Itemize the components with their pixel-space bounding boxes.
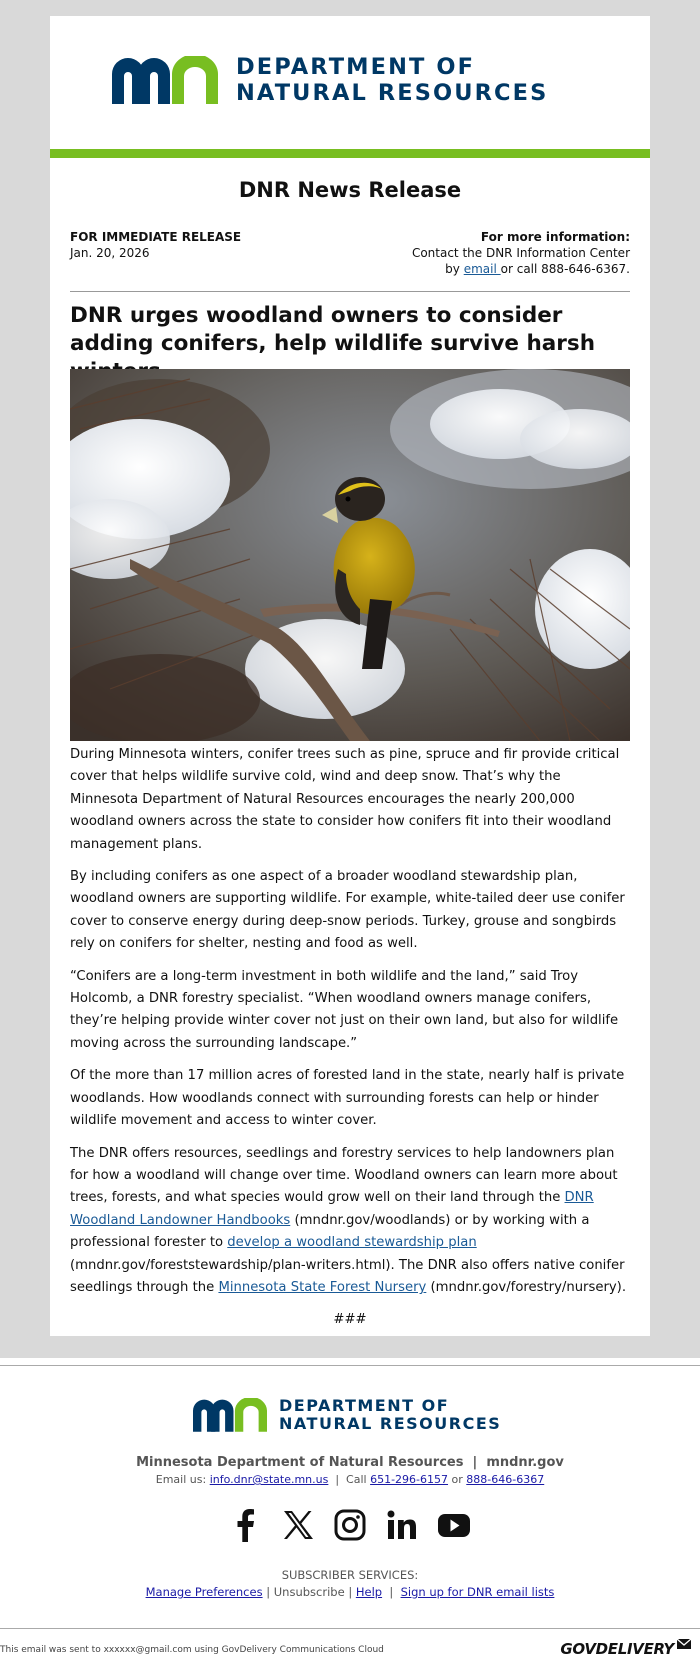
email-link[interactable]: email [463, 262, 501, 276]
help-link[interactable]: Help [355, 1585, 383, 1599]
section-divider [70, 291, 630, 292]
header-logo-text: DEPARTMENT OF NATURAL RESOURCES [236, 54, 549, 106]
evening-grosbeak-photo [70, 369, 630, 741]
green-divider [50, 149, 650, 158]
instagram-icon[interactable] [333, 1508, 367, 1542]
paragraph: The DNR offers resources, seedlings and forestry services to help landowners plan for how a woodland will change over time. Woodland owners can learn more about trees, forests, and what species would grow well on their land through the DNR Woodland Landowner Handbooks (mndnr.gov/woodlands) or by working with a professional forester to develop a woodland stewardship plan (mndnr.gov/foreststewardship/plan-writers.html). The DNR also offers native conifer seedlings through the Minnesota State Forest Nursery (mndnr.gov/forestry/nursery). [70, 1145, 627, 1295]
header-logo[interactable] [112, 54, 548, 106]
subscriber-links: Manage Preferences | Unsubscribe | Help | Sign up for DNR email lists [145, 1585, 555, 1599]
forest-nursery-link[interactable]: Minnesota State Forest Nursery [218, 1279, 427, 1295]
woodland-handbooks-link[interactable]: DNR Woodland Landowner Handbooks [70, 1190, 594, 1228]
facebook-icon[interactable] [229, 1508, 263, 1542]
footer-phone-link-1[interactable]: 651-296-6157 [370, 1473, 449, 1486]
paragraph: During Minnesota winters, conifer trees such as pine, spruce and fir provide critical cover that helps wildlife survive cold, wind and deep snow. That’s why the Minnesota Department of Natural Resources encourages the nearly 200,000 woodland owners across the state to consider how conifers fit into their woodland management plans. [70, 747, 620, 852]
info-label: For more information: [480, 230, 630, 244]
info-line: Contact the DNR Information Center [411, 246, 630, 260]
email-card [50, 16, 650, 1336]
footer-logo-text: DEPARTMENT OF NATURAL RESOURCES [279, 1396, 502, 1433]
footer-email-link[interactable]: info.dnr@state.mn.us [209, 1473, 329, 1486]
contact-info [412, 229, 630, 277]
sent-note: This email was sent to xxxxxx@gmail.com using GovDelivery Communications Cloud [0, 1645, 384, 1655]
x-icon[interactable] [281, 1508, 315, 1542]
paragraph: Of the more than 17 million acres of forested land in the state, nearly half is private woodlands. How woodlands connect with surrounding forests can help or hinder wildlife movement and access to winter cover. [70, 1068, 625, 1129]
subscriber-services-title: SUBSCRIBER SERVICES: [281, 1568, 419, 1582]
linkedin-icon[interactable] [385, 1508, 419, 1542]
footer-org-line: Minnesota Department of Natural Resources | mndnr.gov [136, 1455, 564, 1470]
release-date: Jan. 20, 2026 [70, 246, 150, 260]
social-links [0, 1508, 700, 1542]
youtube-icon[interactable] [437, 1508, 471, 1542]
signup-link[interactable]: Sign up for DNR email lists [400, 1585, 555, 1599]
footer-logo[interactable] [193, 1397, 501, 1433]
release-meta [70, 229, 241, 261]
end-mark: ### [333, 1312, 367, 1328]
release-label: FOR IMMEDIATE RELEASE [70, 230, 242, 244]
mn-logo-icon [193, 1398, 267, 1432]
bottom-divider [0, 1628, 700, 1629]
footer-contact-line: Email us: info.dnr@state.mn.us | Call 651-296-6157 or 888-646-6367 [155, 1473, 545, 1486]
manage-preferences-link[interactable]: Manage Preferences [145, 1585, 263, 1599]
release-title: DNR News Release [238, 178, 462, 202]
govdelivery-logo[interactable] [560, 1640, 692, 1658]
footer-phone-link-2[interactable]: 888-646-6367 [466, 1473, 545, 1486]
paragraph: By including conifers as one aspect of a broader woodland stewardship plan, woodland owners are supporting wildlife. For example, white-tailed deer use conifer cover to conserve energy during deep-snow periods. Turkey, grouse and songbirds rely on conifers for shelter, nesting and food as well. [70, 869, 625, 952]
bird-on-branch-image [70, 369, 630, 741]
article-headline: DNR urges woodland owners to consider adding conifers, help wildlife survive harsh [70, 303, 595, 356]
stewardship-plan-link[interactable]: develop a woodland stewardship plan [227, 1235, 477, 1251]
envelope-icon [676, 1636, 692, 1652]
footer-divider [0, 1365, 700, 1366]
mn-logo-icon [112, 56, 218, 104]
info-contact-line: by email or call 888-646-6367. [445, 262, 630, 276]
article-body [70, 744, 630, 1332]
paragraph: “Conifers are a long-term investment in both wildlife and the land,” said Troy Holcomb, a DNR forestry specialist. “When woodland owners manage conifers, they’re helping provide winter cover not just on their own land, but also for wildlife moving across the surrounding landscape.” [70, 968, 619, 1051]
govdelivery-wordmark: GOVDELIVERY [560, 1640, 674, 1658]
